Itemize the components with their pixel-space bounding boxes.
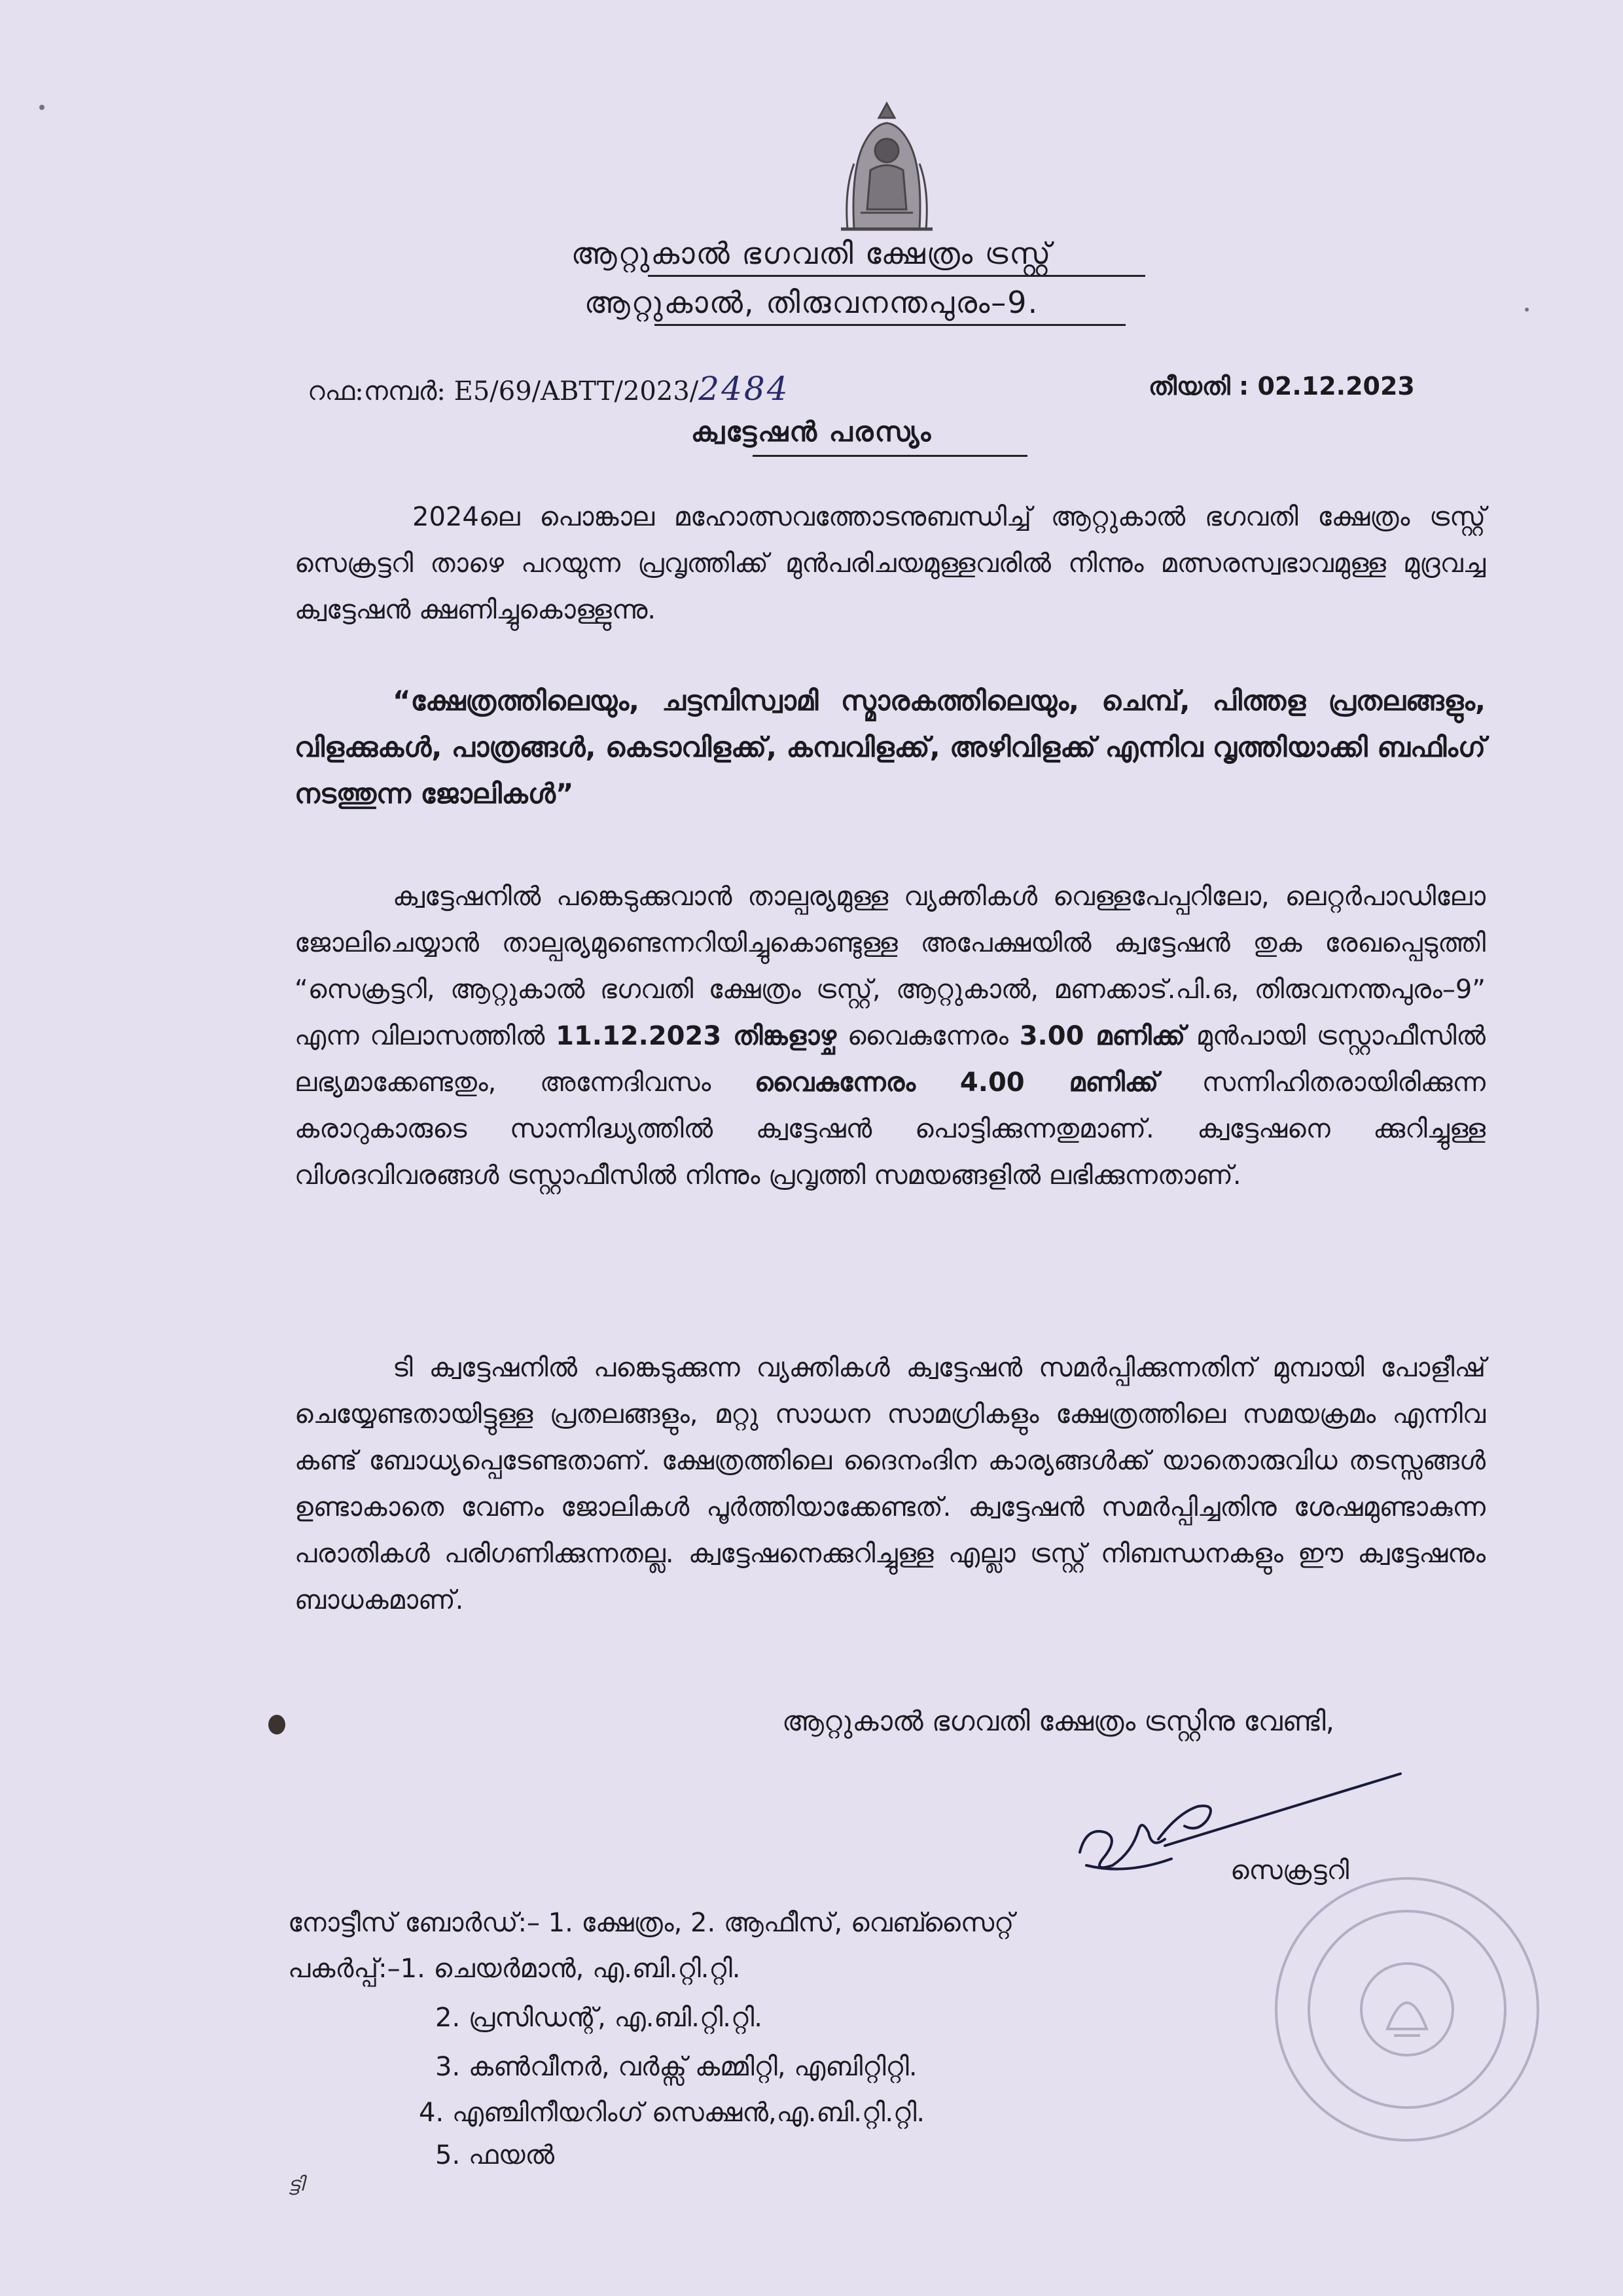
typist-initials: ട്ടി	[288, 2173, 304, 2196]
copy-item: 4. എഞ്ചിനീയറിംഗ് സെക്ഷൻ,എ.ബി.റ്റി.റ്റി.	[419, 2098, 925, 2128]
submission-deadline-time: 3.00 മണിക്ക്	[1019, 1021, 1186, 1051]
title-underline	[753, 455, 1027, 457]
work-description: “ക്ഷേത്രത്തിലെയും, ചട്ടമ്പിസ്വാമി സ്മാരകത്തിലെയും, ചെമ്പ്, പിത്തള പ്രതലങ്ങളും, വിളക്കുകൾ, പാത്രങ്ങൾ, കെടാവിളക്ക്, കമ്പവിളക്ക്, അഴിവിളക്ക് എന്നിവ വൃത്തിയാക്കി ബഫിംഗ് നടത്തുന്ന ജോലികൾ”	[294, 685, 1486, 810]
signatory-title: സെക്രട്ടറി	[1230, 1856, 1349, 1886]
copy-item: 2. പ്രസിഡന്റ്, എ.ബി.റ്റി.റ്റി.	[435, 2003, 763, 2033]
scan-speck	[1525, 308, 1529, 312]
org-address: ആറ്റുകാൽ, തിരുവനന്തപുരം–9.	[584, 285, 1039, 320]
official-seal-icon	[1263, 1865, 1551, 2153]
header-underline	[648, 275, 1145, 277]
scan-speck	[39, 105, 45, 110]
notice-board-line: നോട്ടീസ് ബോർഡ്:– 1. ക്ഷേത്രം, 2. ആഫീസ്, വെബ്സൈറ്റ്	[288, 1908, 1014, 1938]
intro-paragraph: 2024ലെ പൊങ്കാല മഹോത്സവത്തോടനുബന്ധിച്ച് ആറ്റുകാൽ ഭഗവതി ക്ഷേത്രം ട്രസ്റ്റ് സെക്രട്ടറി താഴെ പറയുന്ന പ്രവൃത്തിക്ക് മുൻപരിചയമുള്ളവരിൽ നിന്നും മത്സരസ്വഭാവമുള്ള മുദ്രവച്ച ക്വട്ടേഷൻ ക്ഷണിച്ചുകൊള്ളുന്നു.	[294, 502, 1486, 625]
scan-speck	[268, 1715, 285, 1734]
reference-label: റഫ:നമ്പർ: E5/69/ABTT/2023/	[308, 376, 699, 406]
org-name: ആറ്റുകാൽ ഭഗവതി ക്ഷേത്രം ട്രസ്റ്റ്	[571, 236, 1052, 271]
conditions-paragraph: ടി ക്വട്ടേഷനിൽ പങ്കെടുക്കുന്ന വ്യക്തികൾ ക്വട്ടേഷൻ സമർപ്പിക്കുന്നതിന് മുമ്പായി പോളീഷ് ചെയ്യേണ്ടതായിട്ടുള്ള പ്രതലങ്ങളും, മറ്റു സാധന സാമഗ്രികളും ക്ഷേത്രത്തിലെ സമയക്രമം എന്നിവ കണ്ട് ബോധ്യപ്പെടേണ്ടതാണ്. ക്ഷേത്രത്തിലെ ദൈനംദിന കാര്യങ്ങൾക്ക് യാതൊരുവിധ തടസ്സങ്ങൾ ഉണ്ടാകാതെ വേണം ജോലികൾ പൂർത്തിയാക്കേണ്ടത്. ക്വട്ടേഷൻ സമർപ്പിച്ചതിനു ശേഷമുണ്ടാകുന്ന പരാതികൾ പരിഗണിക്കുന്നതല്ല. ക്വട്ടേഷനെക്കുറിച്ചുള്ള എല്ലാ ട്രസ്റ്റ് നിബന്ധനകളും ഈ ക്വട്ടേഷനും ബാധകമാണ്.	[294, 1353, 1486, 1615]
document-date: തീയതി : 02.12.2023	[1149, 372, 1415, 401]
submission-text-d: സന്നിഹിതരായിരിക്കുന്ന കരാറുകാരുടെ സാന്നിദ്ധ്യത്തിൽ ക്വട്ടേഷൻ പൊട്ടിക്കുന്നതുമാണ്. ക്വട്ടേഷനെ ക്കുറിച്ചുള്ള വിശദവിവരങ്ങൾ ട്രസ്റ്റാഫീസിൽ നിന്നും പ്രവൃത്തി സമയങ്ങളിൽ ലഭിക്കുന്നതാണ്.	[294, 1067, 1486, 1191]
opening-time: വൈകുന്നേരം 4.00 മണിക്ക്	[754, 1067, 1159, 1098]
submission-text-c: മുൻപായി ട്രസ്റ്റാഫീസിൽ ലഭ്യമാക്കേണ്ടതും, അന്നേദിവസം	[294, 1021, 1486, 1098]
submission-deadline-date: 11.12.2023 തിങ്കളാഴ്ച	[556, 1021, 837, 1051]
copy-to-label: പകർപ്പ്:–1. ചെയർമാൻ, എ.ബി.റ്റി.റ്റി.	[288, 1954, 741, 1984]
page-title: ക്വട്ടേഷൻ പരസ്യം	[690, 416, 933, 448]
submission-paragraph	[294, 874, 1486, 1199]
handwritten-number: 2484	[698, 370, 790, 408]
copy-item: 5. ഫയൽ	[435, 2140, 555, 2170]
submission-text-b: വൈകുന്നേരം	[836, 1021, 1020, 1051]
submission-text-a: ക്വട്ടേഷനിൽ പങ്കെടുക്കുവാൻ താല്പര്യമുള്ള വ്യക്തികൾ വെള്ളപേപ്പറിലോ, ലെറ്റർപാഡിലോ ജോലിചെയ്യാൻ താല്പര്യമുണ്ടെന്നറിയിച്ചുകൊണ്ടുള്ള അപേക്ഷയിൽ ക്വട്ടേഷൻ തുക രേഖപ്പെടുത്തി “സെക്രട്ടറി, ആറ്റുകാൽ ഭഗവതി ക്ഷേത്രം ട്രസ്റ്റ്, ആറ്റുകാൽ, മണക്കാട്.പി.ഒ, തിരുവനന്തപുരം–9” എന്ന വിലാസത്തിൽ	[294, 882, 1486, 1051]
address-underline	[654, 324, 1126, 326]
temple-emblem-icon	[815, 98, 959, 242]
copy-item: 3. കൺവീനർ, വർക്സ് കമ്മിറ്റി, എബിറ്റിറ്റി.	[435, 2052, 918, 2082]
reference-number	[308, 370, 790, 408]
closing-line: ആറ്റുകാൽ ഭഗവതി ക്ഷേത്രം ട്രസ്റ്റിനു വേണ്ടി,	[782, 1705, 1334, 1737]
